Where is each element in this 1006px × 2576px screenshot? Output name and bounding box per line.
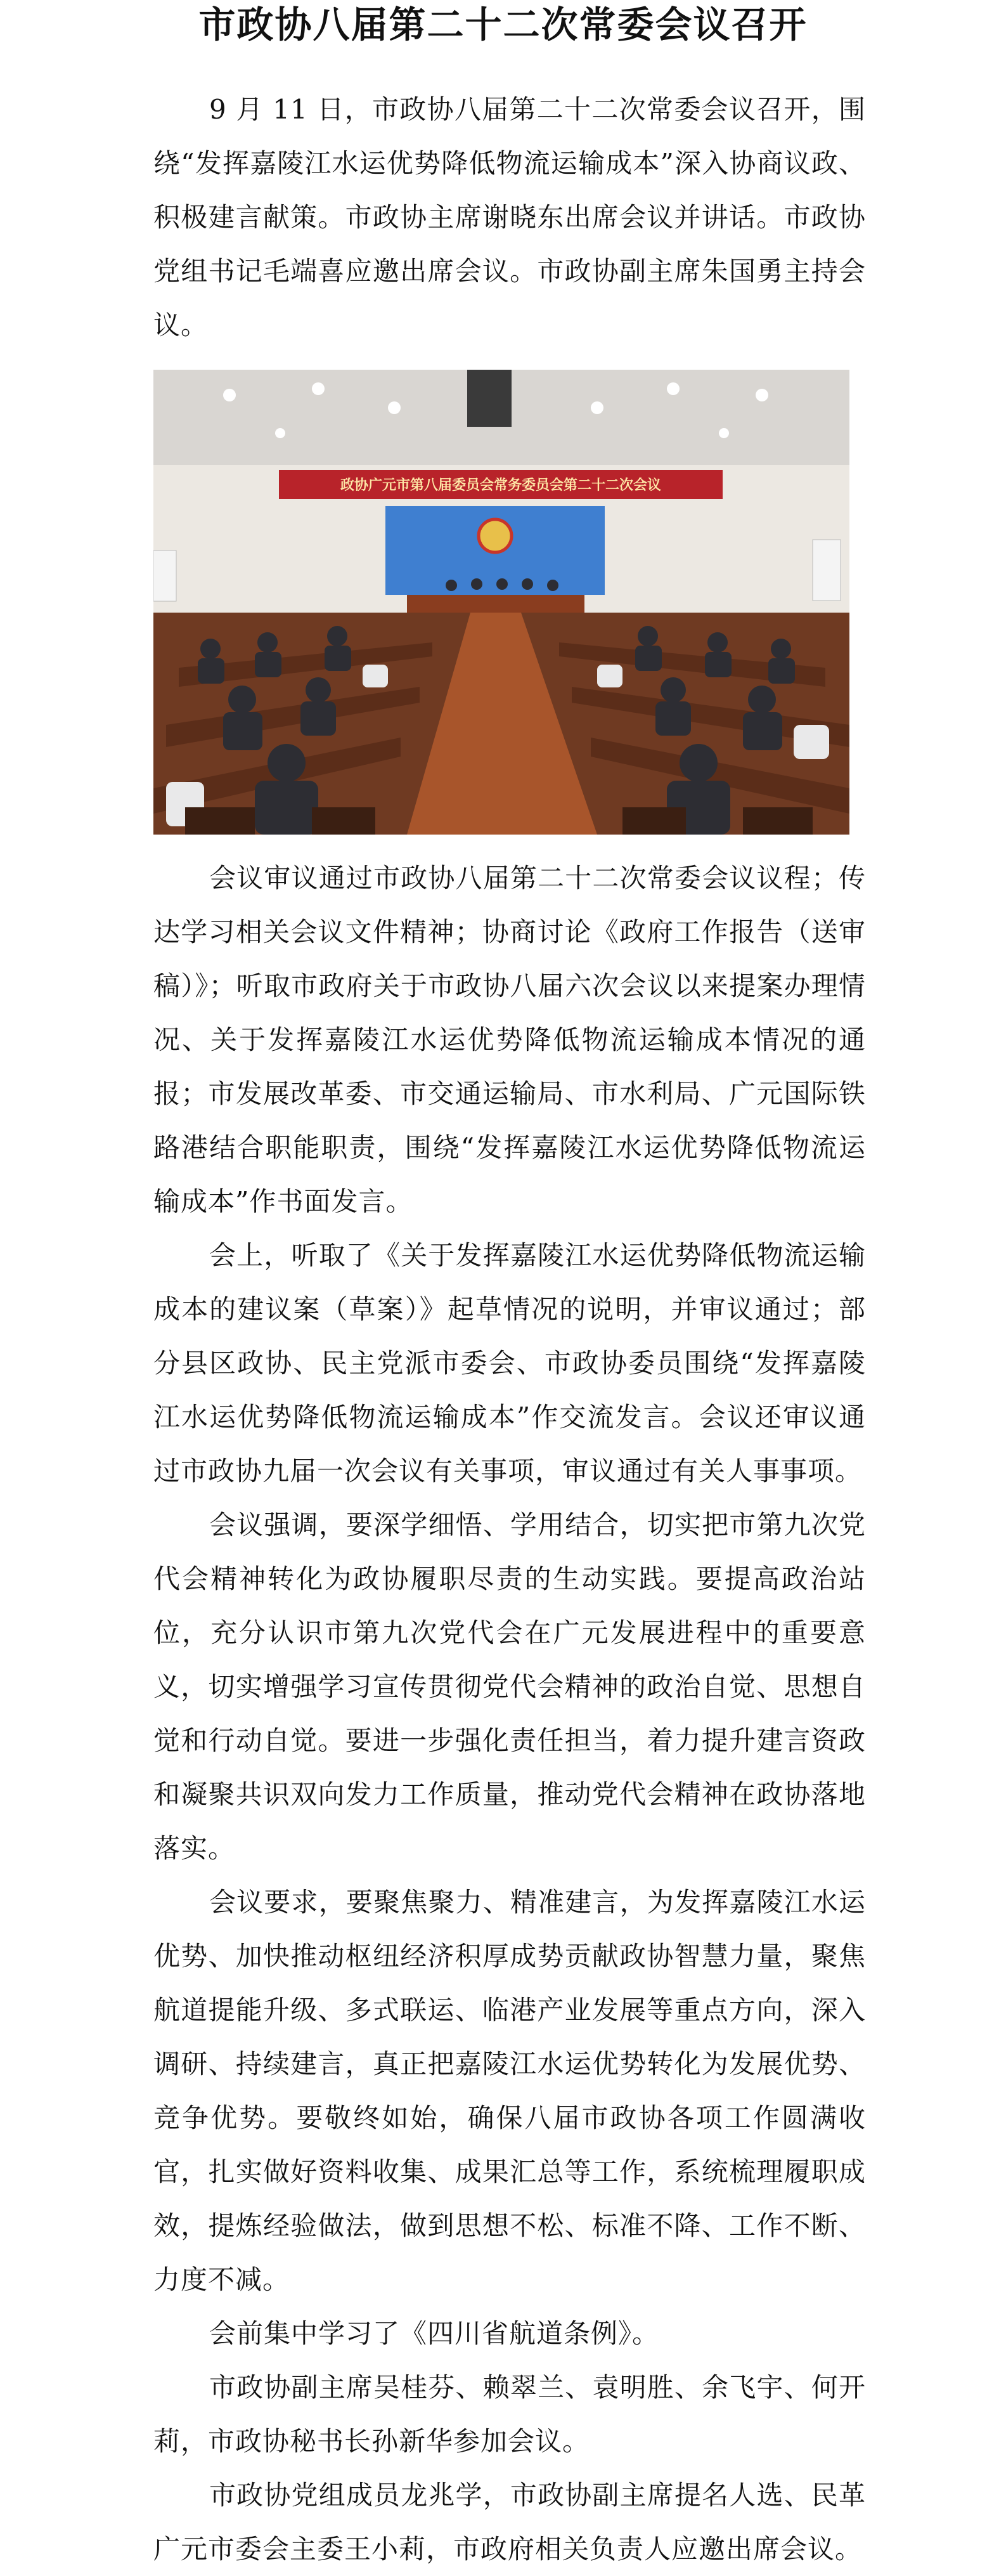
meeting-photo	[153, 370, 849, 835]
article-body	[153, 82, 866, 2576]
head-table	[407, 595, 584, 613]
paragraph-intro: 9 月 11 日，市政协八届第二十二次常委会议召开，围绕“发挥嘉陵江水运优势降低物流运输成本”深入协商议政、积极建言献策。市政协主席谢晓东出席会议并讲话。市政协党组书记毛端喜应邀出席会议。市政协副主席朱国勇主持会议。	[153, 94, 866, 341]
ceiling-vent	[467, 370, 512, 427]
paragraph-requirements: 会议要求，要聚焦聚力、精准建言，为发挥嘉陵江水运优势、加快推动枢纽经济积厚成势贡献政协智慧力量，聚焦航道提能升级、多式联运、临港产业发展等重点方向，深入调研、持续建言，真正把嘉陵江水运优势转化为发展优势、竞争优势。要敬终如始，确保八届市政协各项工作圆满收官，扎实做好资料收集、成果汇总等工作，系统梳理履职成效，提炼经验做法，做到思想不松、标准不降、工作不断、力度不减。	[153, 1887, 866, 2295]
banner-text: 政协广元市第八届委员会常务委员会第二十二次会议	[340, 478, 662, 493]
paragraph-proposal: 会上，听取了《关于发挥嘉陵江水运优势降低物流运输成本的建议案（草案）》起草情况的说明，并审议通过；部分县区政协、民主党派市委会、市政协委员围绕“发挥嘉陵江水运优势降低物流运输成本”作交流发言。会议还审议通过市政协九届一次会议有关事项，审议通过有关人事事项。	[153, 1240, 866, 1486]
paragraph-invitees: 市政协党组成员龙兆学，市政协副主席提名人选、民革广元市委会主委王小莉，市政府相关负责人应邀出席会议。	[153, 2480, 866, 2565]
meeting-photo-illustration	[153, 370, 849, 835]
paragraph-attendees: 市政协副主席吴桂芬、赖翠兰、袁明胜、余飞宇、何开莉，市政协秘书长孙新华参加会议。	[153, 2372, 866, 2457]
emblem	[479, 519, 512, 552]
ac-unit-right	[813, 540, 841, 601]
ac-unit-left	[153, 550, 176, 601]
paragraph-study: 会前集中学习了《四川省航道条例》。	[209, 2318, 660, 2349]
article-title: 市政协八届第二十二次常委会议召开	[198, 3, 808, 46]
paragraph-agenda: 会议审议通过市政协八届第二十二次常委会议议程；传达学习相关会议文件精神；协商讨论《政府工作报告（送审稿）》；听取市政府关于市政协八届六次会议以来提案办理情况、关于发挥嘉陵江水运优势降低物流运输成本情况的通报；市发展改革委、市交通运输局、市水利局、广元国际铁路港结合职能职责，围绕“发挥嘉陵江水运优势降低物流运输成本”作书面发言。	[153, 862, 866, 1217]
paragraph-emphasis: 会议强调，要深学细悟、学用结合，切实把市第九次党代会精神转化为政协履职尽责的生动实践。要提高政治站位，充分认识市第九次党代会在广元发展进程中的重要意义，切实增强学习宣传贯彻党代会精神的政治自觉、思想自觉和行动自觉。要进一步强化责任担当，着力提升建言资政和凝聚共识双向发力工作质量，推动党代会精神在政协落地落实。	[153, 1509, 866, 1864]
